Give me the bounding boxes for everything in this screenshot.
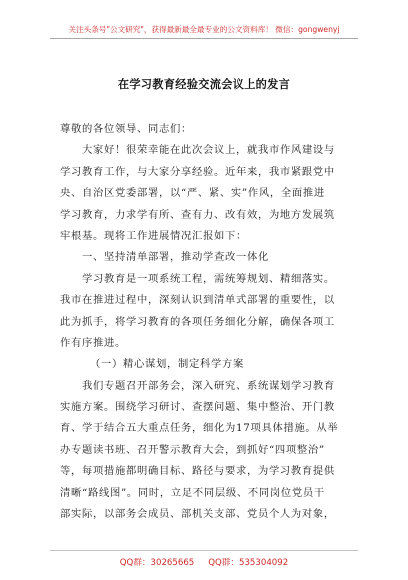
paragraph-line: 等，每项措施都明确目标、路径与要求，为学习教育提供 <box>60 465 335 478</box>
footer-contact <box>0 556 408 568</box>
qq-group-1: QQ群：30265665 <box>119 558 195 568</box>
paragraph-line: 学习教育工作，与大家分享经验。近年来，我市紧跟党中 <box>60 165 335 178</box>
paragraph-line: 牢根基。现将工作进展情况汇报如下： <box>60 229 247 242</box>
paragraph-line: 我市在推进过程中，深刻认识到清单式部署的重要性，以 <box>60 294 335 307</box>
paragraph-line: 学习教育是一项系统工程，需统筹规划、精细落实。 <box>82 272 335 285</box>
paragraph-line: 作有序推进。 <box>60 336 126 349</box>
paragraph-line: 大家好！很荣幸能在此次会议上，就我市作风建设与 <box>82 144 335 157</box>
salutation: 尊敬的各位领导、同志们： <box>60 123 192 135</box>
header-divider <box>50 38 358 39</box>
document-title: 在学习教育经验交流会议上的发言 <box>117 78 291 91</box>
paragraph-line: 我们专题召开部务会，深入研究、系统谋划学习教育 <box>82 379 335 392</box>
subsection-heading: （一）精心谋划，制定科学方案 <box>90 358 244 371</box>
paragraph-line: 部实际，以部务会成员、部机关支部、党员个人为对象， <box>60 508 335 521</box>
qq-group-2: QQ群：535304092 <box>208 558 289 568</box>
document-body <box>60 119 356 525</box>
paragraph-line: 育、学于结合五大重点任务，细化为17项具体措施。从举 <box>60 422 339 435</box>
paragraph-line: 此为抓手，将学习教育的各项任务细化分解，确保各项工 <box>60 315 335 328</box>
paragraph-line: 学习教育，力求学有所、查有力、改有效，为地方发展筑 <box>60 208 335 221</box>
footer-divider <box>50 550 358 551</box>
paragraph-line: 办专题读书班、召开警示教育大会，到抓好“四项整治” <box>60 443 325 456</box>
paragraph-line: 清晰“路线图”。同时，立足不同层级、不同岗位党员干 <box>60 486 325 499</box>
paragraph-line: 央、自治区党委部署，以“严、紧、实”作风，全面推进 <box>60 187 325 200</box>
section-heading: 一、坚持清单部署，推动学查改一体化 <box>82 251 269 264</box>
paragraph-line: 实施方案。围绕学习研讨、查摆问题、集中整治、开门教 <box>60 401 335 414</box>
header-banner: 关注头条号"公文研究"，获得最新最全最专业的公文资料库！ 微信：gongwenyj <box>68 25 340 34</box>
